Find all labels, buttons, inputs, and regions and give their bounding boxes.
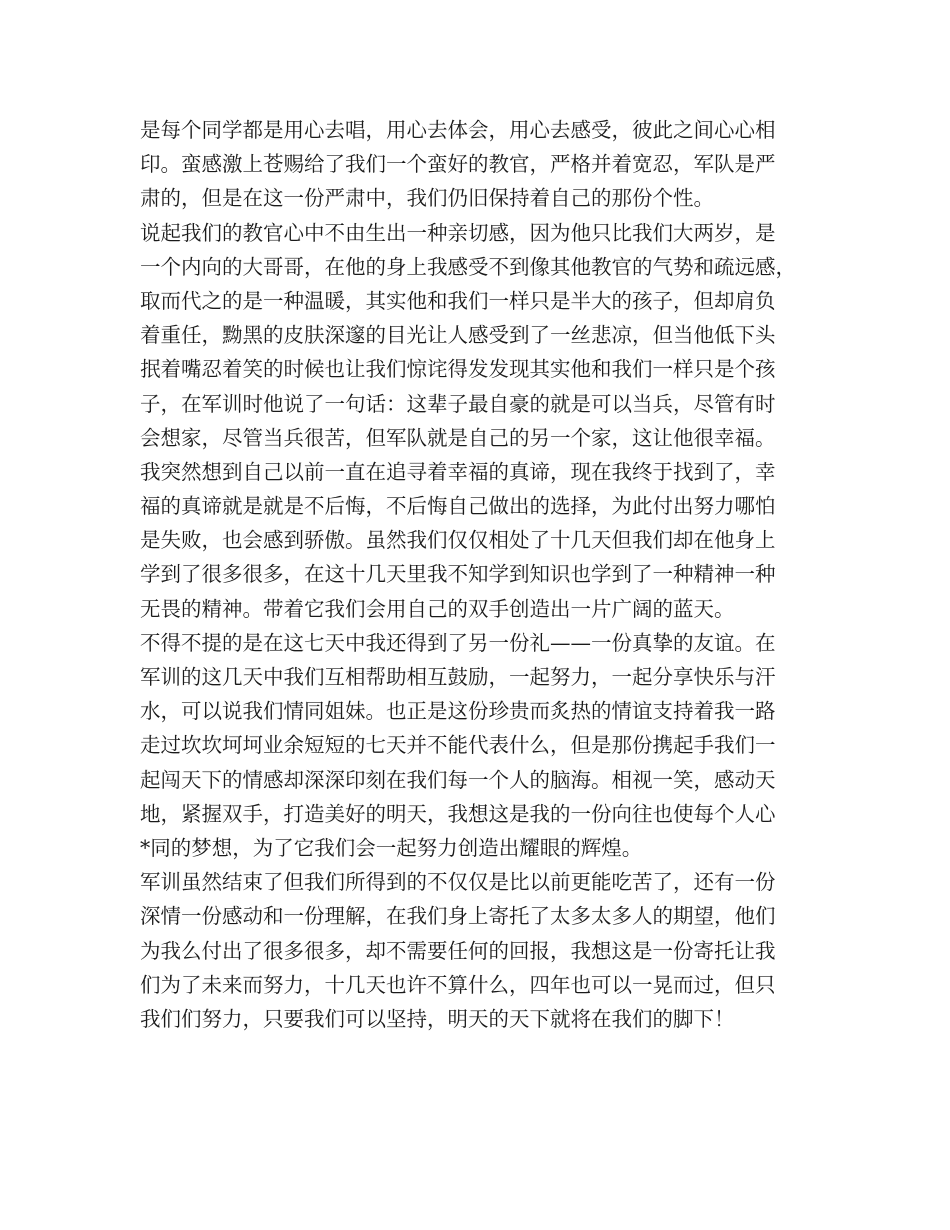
text-line: 水，可以说我们情同姐妹。也正是这份珍贵而炙热的情谊支持着我一路 bbox=[140, 699, 776, 724]
text-line: 我突然想到自己以前一直在追寻着幸福的真谛，现在我终于找到了，幸 bbox=[140, 459, 776, 484]
text-line: 们为了未来而努力，十几天也许不算什么，四年也可以一晃而过，但只 bbox=[140, 972, 776, 997]
text-line: 一个内向的大哥哥，在他的身上我感受不到像其他教官的气势和疏远感， bbox=[140, 254, 796, 279]
text-line: 抿着嘴忍着笑的时候也让我们惊诧得发发现其实他和我们一样只是个孩 bbox=[140, 357, 776, 382]
text-line: 子，在军训时他说了一句话：这辈子最自豪的就是可以当兵，尽管有时 bbox=[140, 391, 776, 416]
text-line: 起闯天下的情感却深深印刻在我们每一个人的脑海。相视一笑，感动天 bbox=[140, 767, 776, 792]
text-line: 着重任，黝黑的皮肤深邃的目光让人感受到了一丝悲凉，但当他低下头 bbox=[140, 323, 776, 348]
text-line: 肃的，但是在这一份严肃中，我们仍旧保持着自己的那份个性。 bbox=[140, 186, 714, 211]
text-line: 军训的这几天中我们互相帮助相互鼓励，一起努力，一起分享快乐与汗 bbox=[140, 665, 776, 689]
text-line: 不得不提的是在这七天中我还得到了另一份礼——一份真挚的友谊。在 bbox=[140, 630, 776, 655]
text-line: 是失败，也会感到骄傲。虽然我们仅仅相处了十几天但我们却在他身上 bbox=[140, 528, 776, 553]
text-line: 为我么付出了很多很多，却不需要任何的回报，我想这是一份寄托让我 bbox=[140, 938, 776, 963]
text-line: 会想家，尽管当兵很苦，但军队就是自己的另一个家，这让他很幸福。 bbox=[140, 425, 776, 450]
text-line: 是每个同学都是用心去唱，用心去体会，用心去感受，彼此之间心心相 bbox=[140, 118, 776, 142]
text-line: 印。蛮感激上苍赐给了我们一个蛮好的教官，严格并着宽忍，军队是严 bbox=[140, 152, 776, 177]
document-body bbox=[140, 113, 820, 1036]
text-line: *同的梦想，为了它我们会一起努力创造出耀眼的辉煌。 bbox=[140, 835, 643, 860]
text-line: 福的真谛就是就是不后悔，不后悔自己做出的选择，为此付出努力哪怕 bbox=[140, 494, 776, 519]
text-line: 地，紧握双手，打造美好的明天，我想这是我的一份向往也使每个人心 bbox=[140, 801, 776, 826]
text-line: 我们们努力，只要我们可以坚持，明天的天下就将在我们的脚下！ bbox=[140, 1006, 735, 1031]
text-line: 军训虽然结束了但我们所得到的不仅仅是比以前更能吃苦了，还有一份 bbox=[140, 870, 776, 895]
text-line: 深情一份感动和一份理解，在我们身上寄托了太多太多人的期望，他们 bbox=[140, 904, 776, 929]
text-line: 说起我们的教官心中不由生出一种亲切感，因为他只比我们大两岁，是 bbox=[140, 220, 776, 245]
text-line: 走过坎坎坷坷业余短短的七天并不能代表什么，但是那份携起手我们一 bbox=[140, 733, 776, 758]
text-line: 学到了很多很多，在这十几天里我不知学到知识也学到了一种精神一种 bbox=[140, 562, 776, 587]
text-line: 取而代之的是一种温暖，其实他和我们一样只是半大的孩子，但却肩负 bbox=[140, 288, 776, 313]
text-line: 无畏的精神。带着它我们会用自己的双手创造出一片广阔的蓝天。 bbox=[140, 596, 735, 621]
